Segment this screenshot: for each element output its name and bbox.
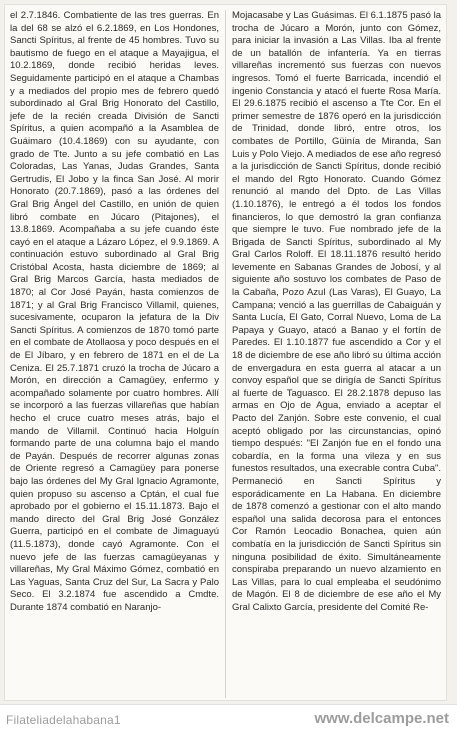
article-column-left: [10, 10, 219, 615]
document-page: [4, 4, 447, 701]
watermark-bar: [0, 704, 457, 731]
article-column-right: [232, 10, 441, 615]
seller-watermark: Filateliadelahabana1: [6, 713, 121, 727]
article-paragraph: Mojacasabe y Las Guásimas. El 6.1.1875 pasó la trocha de Júcaro a Morón, junto con Gómez, para iniciar la invasión a Las Villas. Iba al frente de un batallón de infantería. Ya en tierras villareñas incrementó sus fuerzas con nuevos ingresos. Tomó el fuerte Barricada, incendió el ingenio Constancia y atacó el fuerte Rosa María. El 29.6.1875 recibió el ascenso a Tte Cor. En el primer semestre de 1876 operó en la jurisdicción de Trinidad, donde libró, entre otros, los combates de Portillo, Güinía de Miranda, San Luis y Polo Viejo. A mediados de ese año regresó a la jurisdicción de Sancti Spíritus, donde recibió el mando del Rgto Honorato. Cuando Gómez renunció al mando del Dpto. de Las Villas (1.10.1876), le entregó a él todos los fondos financieros, lo que demostró la gran confianza que siempre le tuvo. Fue nombrado jefe de la Brigada de Sancti Spíritus, subordinado al My Gral Carlos Roloff. El 18.11.1876 resultó herido levemente en Sabanas Grandes de Jobosí, y al siguiente año sostuvo los combates de Paso de la Cabaña, Pozo Azul (Las Varas), El Guayo, La Campana; venció a las guerrillas de Cabaiguán y Santa Lucía, El Gato, Corral Nuevo, Loma de La Papaya y Guayo, atacó a Banao y el fortín de Paredes. El 1.10.1877 fue ascendido a Cor y el 18 de diciembre de ese año libró su última acción de envergadura en esta guerra al atacar a un convoy español que se dirigía de Sancti Spíritus al fuerte de Taguasco. El 28.2.1878 depuso las armas en Ojo de Agua, enviado a aceptar el Pacto del Zanjón. Sobre este convenio, el cual aceptó obligado por las circunstancias, opinó tiempo después: "El Zanjón fue en el fondo una cobardía, en la forma una vileza y en sus funestos resultados, una execrable contra Cuba". Permaneció en Sancti Spíritus y esporádicamente en La Habana. En diciembre de 1878 comenzó a gestionar con el alto mando español una salida decorosa para el entonces Cor Ramón Leocadio Bonachea, quien aún combatía en la jurisdicción de Sancti Spíritus sin ninguna posibilidad de éxito. Simultáneamente conspiraba preparando un nuevo alzamiento en Las Villas, para lo cual empleaba el seudónimo de Magón. El 8 de diciembre de ese año el My Gral Calixto García, presidente del Comité Re-: [232, 10, 441, 613]
column-divider: [225, 10, 226, 698]
site-watermark: www.delcampe.net: [314, 710, 449, 727]
article-paragraph: el 2.7.1846. Combatiente de las tres guerras. En la del 68 se alzó el 6.2.1869, en Los Hondones, Sancti Spíritus, al frente de 45 hombres. Tuvo su bautismo de fuego en el ataque a Mayajigua, el 10.2.1869, donde recibió heridas leves. Seguidamente participó en el ataque a Chambas y a mediados del propio mes de febrero quedó subordinado al Gral Brig Honorato del Castillo, jefe de la recién creada División de Sancti Spíritus, a quien acompañó a la Asamblea de Guáimaro (10.4.1869) con su ayudante, con grado de Tte. Junto a su jefe combatió en Las Coloradas, Las Yanas, Judas Grandes, Santa Gertrudis, El Jobo y la finca San José. Al morir Honorato (20.7.1869), pasó a las órdenes del Gral Brig Ángel del Castillo, en unión de quien libró combate en Júcaro (Pitajones), el 13.8.1869. Acompañaba a su jefe cuando éste cayó en el ataque a Lázaro López, el 9.9.1869. A continuación estuvo subordinado al Gral Brig Cristóbal Acosta, hasta diciembre de 1869; al Gral Brig Marcos García, hasta mediados de 1870; al Cor José Payán, hasta comienzos de 1871; y al Gral Brig Francisco Villamil, quienes, sucesivamente, ocuparon la jefatura de la Div Sancti Spíritus. A comienzos de 1870 tomó parte en el combate de Atollaosa y poco después en el de El Jíbaro, y en febrero de 1871 en el de La Ceniza. El 25.7.1871 cruzó la trocha de Júcaro a Morón, en dirección a Camagüey, enfermo y acompañado solamente por cuatro hombres. Allí se incorporó a las fuerzas villareñas que habían hecho el cruce cuatro meses atrás, bajo el mando de Villamil. Continuó hacia Holguín formando parte de una columna bajo el mando de Payán. Después de recorrer algunas zonas de Oriente regresó a Camagüey para ponerse bajo las órdenes del My Gral Ignacio Agramonte, quien propuso su ascenso a Cptán, el cual fue aprobado por el gobierno el 15.11.1873. Bajo el mando directo del Gral Brig José González Guerra, participó en el combate de Jimaguayú (11.5.1873), donde cayó Agramonte. Con el nuevo jefe de las fuerzas camagüeyanas y villareñas, My Gral Máximo Gómez, combatió en Las Yaguas, Santa Cruz del Sur, La Sacra y Palo Seco. El 3.2.1874 fue ascendido a Cmdte. Durante 1874 combatió en Naranjo-: [10, 10, 219, 613]
